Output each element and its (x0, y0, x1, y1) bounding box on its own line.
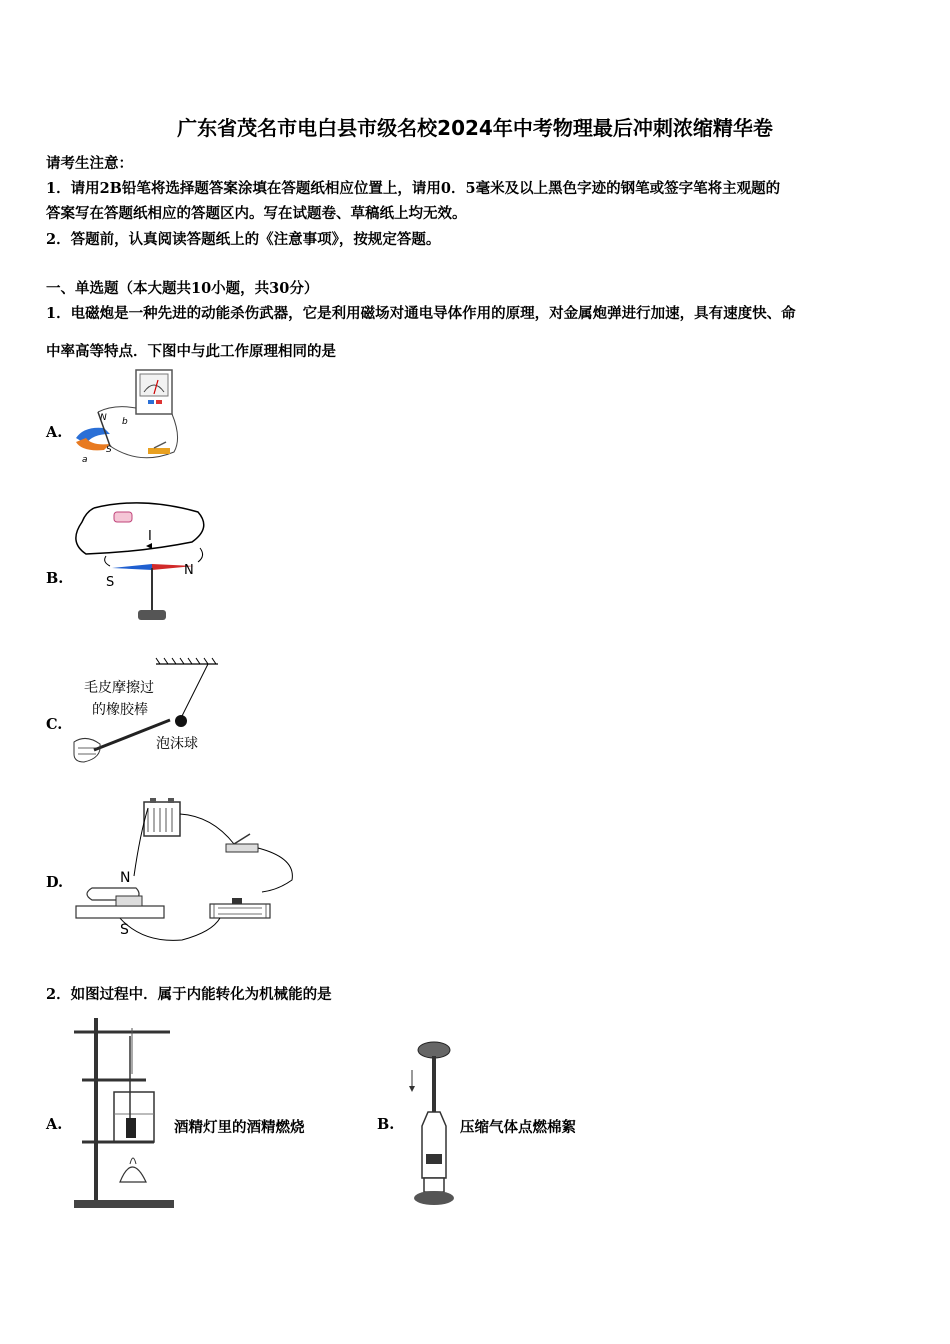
figure-c-ball-label: 泡沫球 (156, 736, 198, 752)
q2-stem: 2．如图过程中．属于内能转化为机械能的是 (46, 986, 332, 1003)
q1-figure-a (70, 368, 190, 468)
figure-b-south-label: S (106, 575, 115, 590)
figure-a-b-label: b (122, 417, 128, 427)
notice-line-2: 答案写在答题纸相应的答题区内。写在试题卷、草稿纸上均无效。 (46, 205, 467, 222)
q1-option-b-label[interactable]: B. (46, 570, 64, 587)
q2-option-b-label[interactable]: B. (377, 1116, 395, 1133)
q2-figure-b (404, 1038, 460, 1210)
figure-a-n-label: N (100, 413, 107, 423)
figure-c-rod-label-1: 毛皮摩擦过 (84, 680, 154, 696)
figure-d-north-label: N (120, 870, 131, 886)
page-title: 广东省茂名市电白县市级名校2024年中考物理最后冲刺浓缩精华卷 (177, 116, 773, 140)
q1-figure-b (72, 502, 212, 622)
notice-heading: 请考生注意： (46, 155, 133, 172)
figure-d-south-label: S (120, 922, 129, 938)
q1-figure-d (72, 794, 302, 944)
q1-option-a-label[interactable]: A. (46, 424, 63, 441)
q2-option-b-text[interactable]: 压缩气体点燃棉絮 (460, 1119, 576, 1136)
q1-stem-line-1: 1．电磁炮是一种先进的动能杀伤武器，它是利用磁场对通电导体作用的原理，对金属炮弹进行加速，具有速度快、命 (46, 305, 796, 322)
q1-option-d-label[interactable]: D. (46, 874, 64, 891)
figure-a-s-label: S (106, 445, 112, 455)
figure-c-rod-label-2: 的橡胶棒 (92, 702, 148, 718)
q2-option-a-label[interactable]: A. (46, 1116, 63, 1133)
section-heading: 一、单选题（本大题共10小题，共30分） (46, 280, 319, 297)
figure-b-current-label: I (148, 529, 152, 544)
q1-figure-c (72, 658, 232, 773)
q2-option-a-text[interactable]: 酒精灯里的酒精燃烧 (174, 1119, 305, 1136)
figure-a-a-label: a (82, 455, 88, 465)
notice-line-1: 1．请用2B铅笔将选择题答案涂填在答题纸相应位置上，请用0．5毫米及以上黑色字迹的钢笔或签字笔将主观题的 (46, 180, 781, 197)
q2-figure-a (74, 1014, 174, 1210)
q1-option-c-label[interactable]: C. (46, 716, 63, 733)
notice-line-3: 2．答题前，认真阅读答题纸上的《注意事项》，按规定答题。 (46, 231, 441, 248)
figure-b-north-label: N (184, 563, 194, 578)
q1-stem-line-2: 中率高等特点．下图中与此工作原理相同的是 (46, 343, 336, 360)
